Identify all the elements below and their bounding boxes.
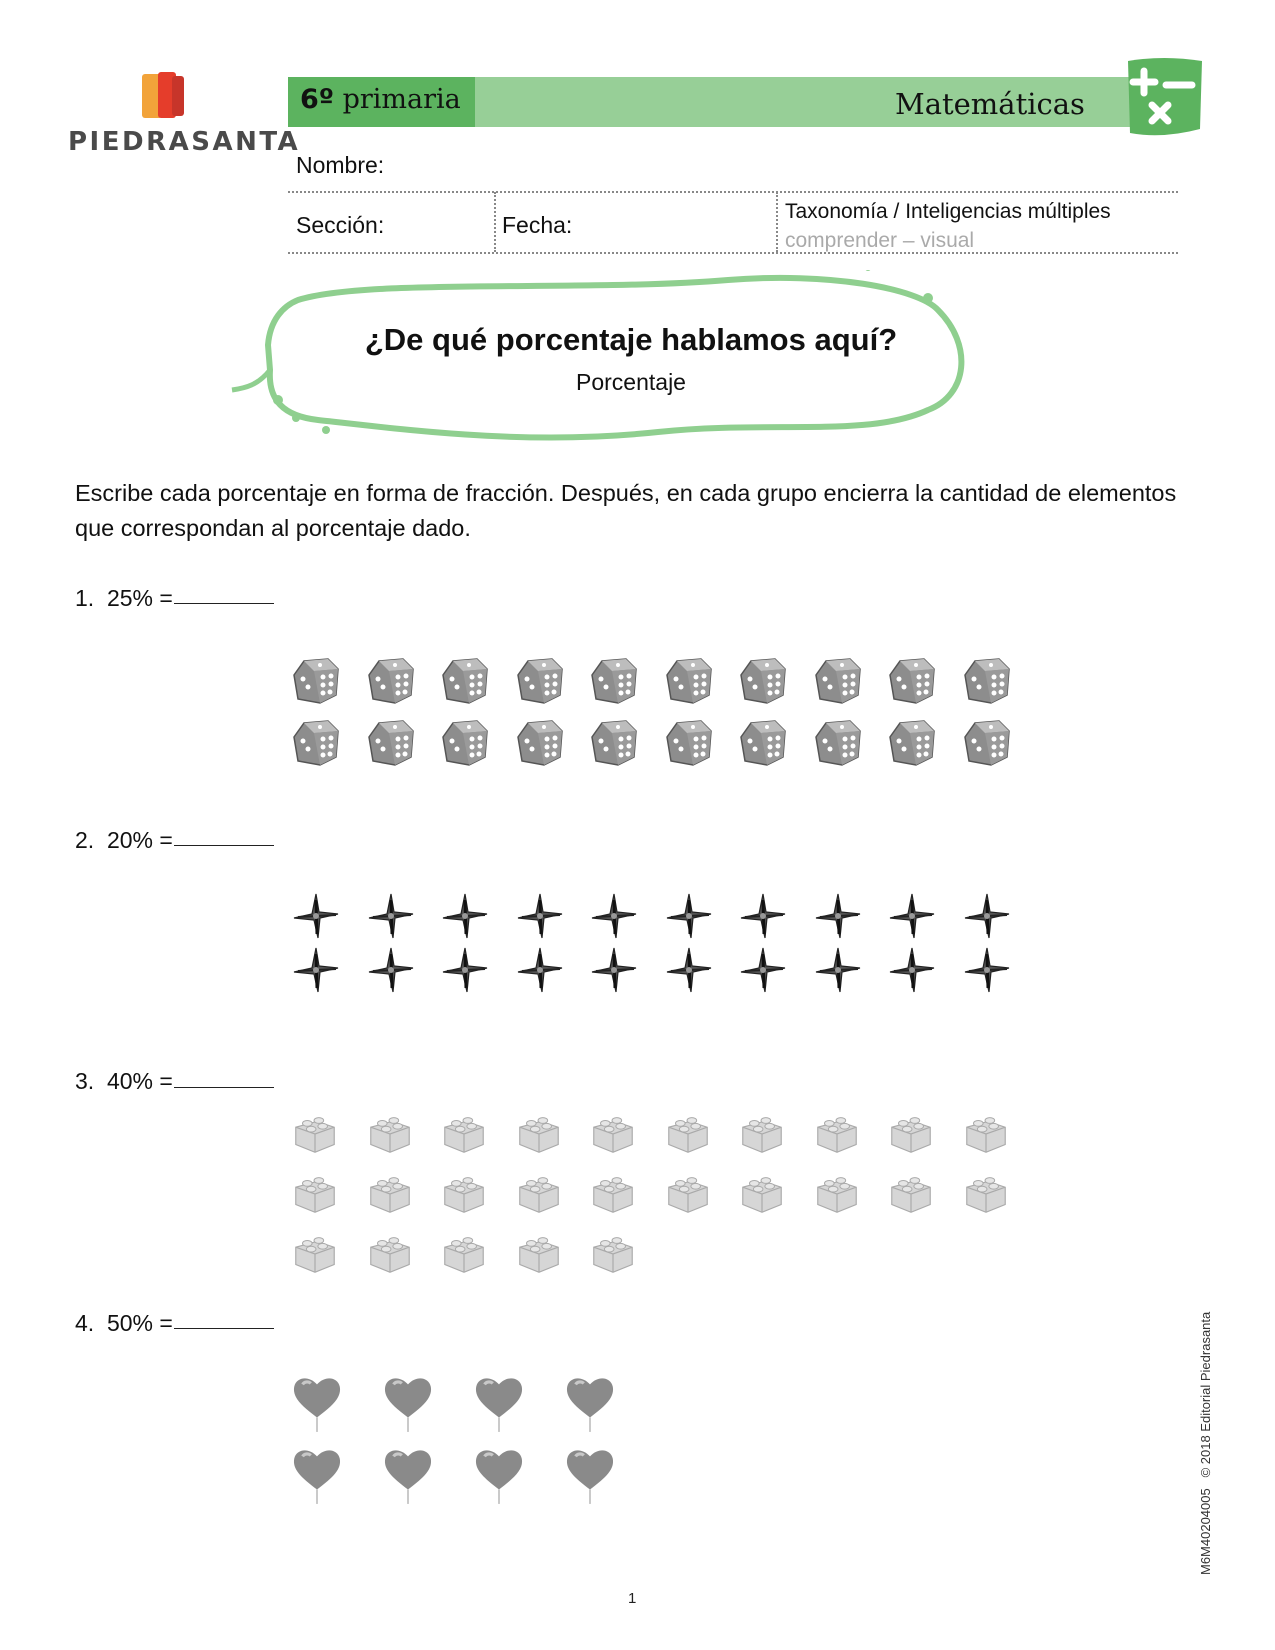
airplane-icon: [663, 890, 715, 942]
airplane-icon: [737, 944, 789, 996]
lego-brick-icon: [514, 1168, 564, 1218]
airplane-icon: [290, 944, 342, 996]
airplane-icon: [439, 944, 491, 996]
lego-brick-icon: [812, 1168, 862, 1218]
airplane-icon: [812, 890, 864, 942]
copyright: © 2018 Editorial Piedrasanta: [1198, 1311, 1213, 1478]
name-field[interactable]: [420, 148, 1165, 186]
dice-icon: [812, 655, 864, 707]
dice-icon: [514, 717, 566, 769]
exercise-percent: 40% =: [106, 1068, 173, 1094]
exercise-4-label: [75, 1310, 173, 1337]
dice-icon: [812, 717, 864, 769]
airplane-icon: [365, 890, 417, 942]
dice-icon: [439, 655, 491, 707]
product-code: M6M40204005: [1198, 1488, 1213, 1575]
exercise-2-label: [75, 827, 173, 854]
heart-balloon-icon: [563, 1372, 617, 1434]
airplane-icon: [588, 890, 640, 942]
lego-brick-icon: [514, 1228, 564, 1278]
grade-number: 6º: [300, 84, 335, 115]
dice-icon: [439, 717, 491, 769]
instructions: Escribe cada porcentaje en forma de fracción. Después, en cada grupo encierra la cantidad de elementos que correspondan al porcentaje dado.: [75, 480, 1177, 541]
taxonomy-value: comprender – visual: [785, 229, 975, 252]
airplane-icon: [514, 944, 566, 996]
dice-icon: [290, 655, 342, 707]
section-label: Sección:: [296, 212, 385, 238]
answer-line-2[interactable]: [174, 845, 274, 846]
lego-brick-icon: [961, 1108, 1011, 1158]
dice-icon: [663, 717, 715, 769]
heart-balloon-icon: [290, 1444, 344, 1506]
divider: [776, 192, 778, 252]
airplane-icon: [514, 890, 566, 942]
exercise-percent: 50% =: [106, 1310, 173, 1336]
dice-icon: [961, 717, 1013, 769]
name-label: Nombre:: [296, 152, 385, 178]
airplane-icon: [737, 890, 789, 942]
exercise-number: 3.: [75, 1068, 95, 1094]
grade-label: [300, 84, 461, 115]
dice-icon: [737, 717, 789, 769]
page-number: 1: [628, 1590, 637, 1607]
lego-brick-icon: [439, 1108, 489, 1158]
exercise-percent: 20% =: [106, 827, 173, 853]
section-field[interactable]: [390, 200, 490, 248]
lego-brick-icon: [886, 1108, 936, 1158]
heart-balloon-icon: [472, 1372, 526, 1434]
heart-balloon-icon: [381, 1372, 435, 1434]
airplane-icon: [886, 944, 938, 996]
lego-brick-icon: [737, 1108, 787, 1158]
exercise-3-label: [75, 1068, 173, 1095]
dice-icon: [886, 717, 938, 769]
airplane-icon: [663, 944, 715, 996]
dice-icon: [365, 655, 417, 707]
lego-brick-icon: [886, 1168, 936, 1218]
lego-brick-icon: [588, 1228, 638, 1278]
lego-brick-icon: [290, 1168, 340, 1218]
heart-balloon-icon: [563, 1444, 617, 1506]
logo-text: PIEDRASANTA: [68, 127, 301, 157]
lego-brick-icon: [961, 1168, 1011, 1218]
lego-brick-icon: [439, 1228, 489, 1278]
grade-word: primaria: [342, 84, 461, 115]
dice-icon: [737, 655, 789, 707]
lego-brick-icon: [365, 1108, 415, 1158]
airplane-icon: [961, 890, 1013, 942]
subject-title: Matemáticas: [895, 87, 1085, 121]
divider: [494, 192, 496, 252]
airplane-icon: [812, 944, 864, 996]
dice-icon: [961, 655, 1013, 707]
divider: [288, 191, 1178, 193]
exercise-number: 4.: [75, 1310, 95, 1336]
answer-line-3[interactable]: [174, 1087, 274, 1088]
date-field[interactable]: [580, 200, 770, 248]
lego-brick-icon: [514, 1108, 564, 1158]
footer-code: [1198, 1312, 1213, 1575]
lego-brick-icon: [439, 1168, 489, 1218]
lego-brick-icon: [290, 1228, 340, 1278]
activity-subtitle: Porcentaje: [576, 369, 686, 395]
dice-icon: [588, 655, 640, 707]
heart-balloon-icon: [472, 1444, 526, 1506]
dice-icon: [663, 655, 715, 707]
date-label: Fecha:: [502, 212, 573, 238]
lego-brick-icon: [737, 1168, 787, 1218]
airplane-icon: [588, 944, 640, 996]
lego-brick-icon: [290, 1108, 340, 1158]
answer-line-1[interactable]: [174, 603, 274, 604]
lego-brick-icon: [588, 1108, 638, 1158]
dice-icon: [365, 717, 417, 769]
exercise-percent: 25% =: [106, 585, 173, 611]
exercise-number: 1.: [75, 585, 95, 611]
heart-balloon-icon: [290, 1372, 344, 1434]
title-bubble: [228, 270, 988, 450]
lego-brick-icon: [365, 1168, 415, 1218]
lego-brick-icon: [663, 1168, 713, 1218]
dice-icon: [514, 655, 566, 707]
exercise-1-label: [75, 585, 173, 612]
divider: [288, 252, 1178, 254]
lego-brick-icon: [812, 1108, 862, 1158]
activity-title: ¿De qué porcentaje hablamos aquí?: [364, 322, 898, 357]
lego-brick-icon: [663, 1108, 713, 1158]
dice-icon: [588, 717, 640, 769]
taxonomy-title: Taxonomía / Inteligencias múltiples: [785, 200, 1111, 223]
lego-brick-icon: [588, 1168, 638, 1218]
answer-line-4[interactable]: [174, 1328, 274, 1329]
airplane-icon: [365, 944, 417, 996]
lego-brick-icon: [365, 1228, 415, 1278]
exercise-number: 2.: [75, 827, 95, 853]
heart-balloon-icon: [381, 1444, 435, 1506]
math-operations-icon: [1122, 55, 1206, 141]
airplane-icon: [886, 890, 938, 942]
airplane-icon: [961, 944, 1013, 996]
dice-icon: [886, 655, 938, 707]
dice-icon: [290, 717, 342, 769]
airplane-icon: [439, 890, 491, 942]
airplane-icon: [290, 890, 342, 942]
